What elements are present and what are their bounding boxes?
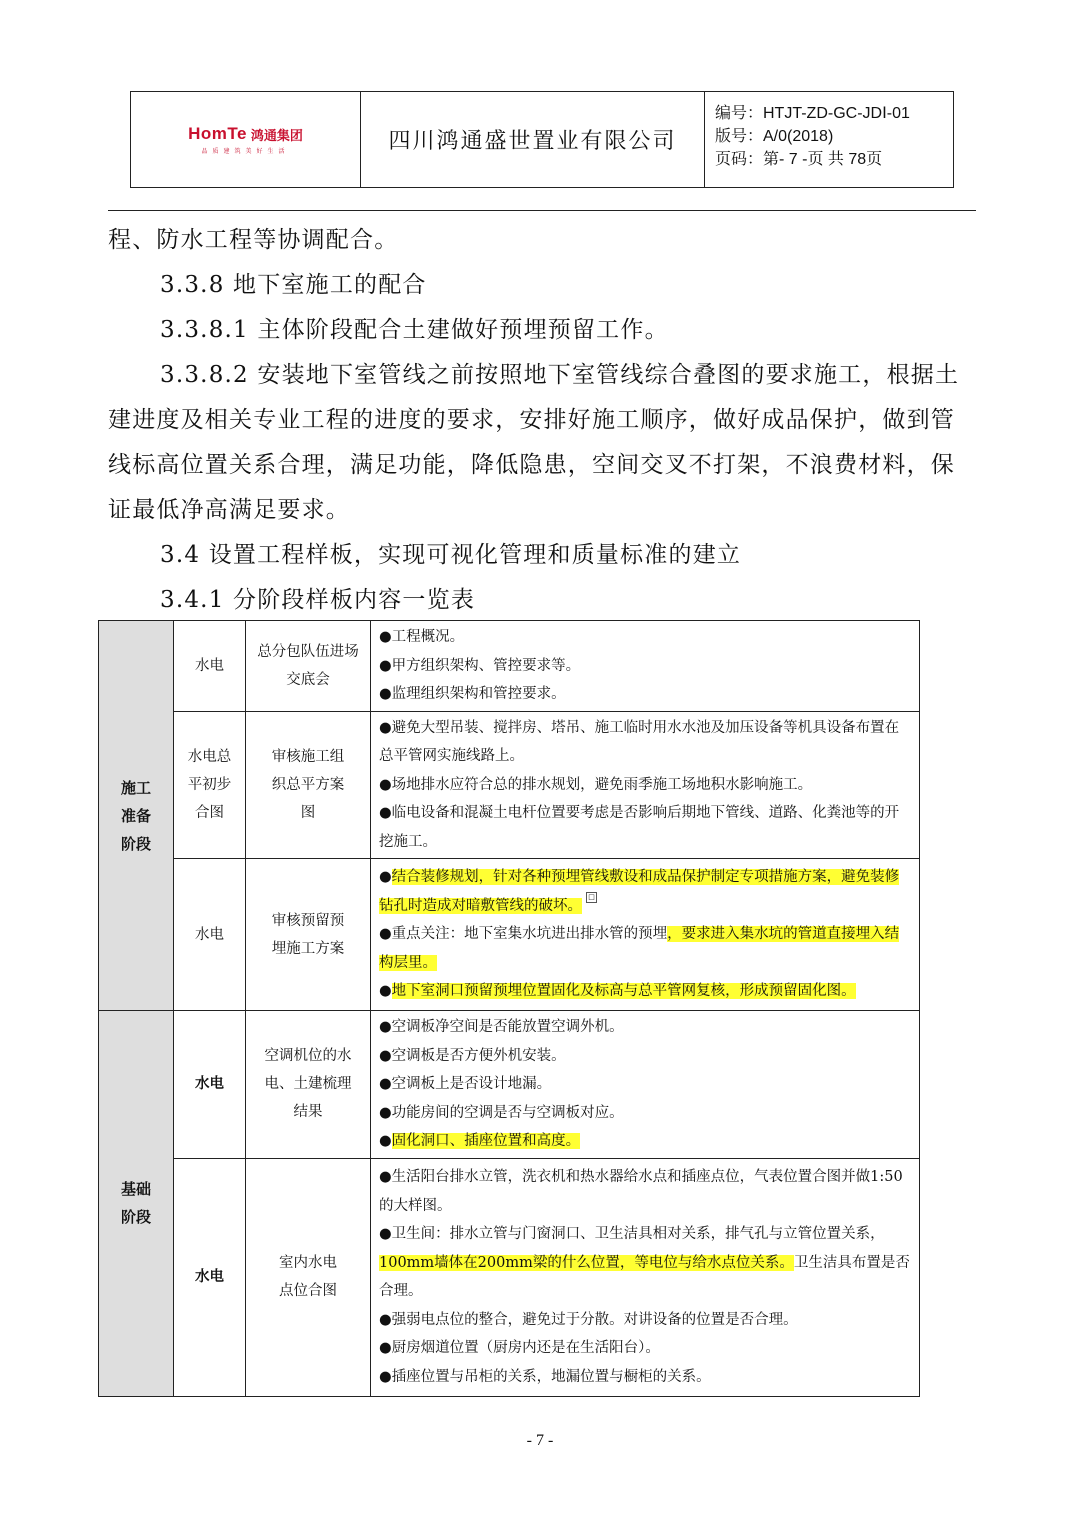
heading-3-3-8: 3.3.8 地下室施工的配合	[160, 272, 427, 298]
table-row	[99, 859, 920, 1011]
list-item: ●重点关注：地下室集水坑进出排水管的预埋，要求进入集水坑的管道直接埋入结构层里。	[379, 926, 900, 971]
list-item: ●空调板是否方便外机安装。	[379, 1047, 566, 1064]
major-cell: 水电	[174, 859, 246, 1011]
highlighted-text: 结合装修规划，针对各种预埋管线敷设和成品保护制定专项措施方案，避免装修钻孔时造成对暗敷管线的破坏。	[379, 869, 900, 914]
highlighted-text: 100mm墙体在200mm梁的什么位置，等电位与给水点位关系。	[379, 1254, 794, 1271]
table-row	[99, 1158, 920, 1396]
list-item: ●甲方组织架构、管控要求等。	[379, 657, 581, 674]
list-item: ●空调板净空间是否能放置空调外机。	[379, 1019, 624, 1035]
topic-cell: 空调机位的水电、土建梳理结果	[246, 1011, 371, 1159]
paragraph-continuation: 程、防水工程等协调配合。	[108, 227, 399, 253]
company-logo	[131, 92, 361, 187]
sample-content-table	[98, 620, 920, 1397]
content-cell	[371, 711, 920, 859]
content-cell	[371, 859, 920, 1011]
list-item: ●厨房烟道位置（厨房内还是在生活阳台）。	[379, 1340, 660, 1356]
highlighted-text: ，要求进入集水坑的管道直接埋入结构层里。	[379, 926, 900, 971]
content-cell	[371, 1158, 920, 1396]
list-item: ●避免大型吊装、搅拌房、塔吊、施工临时用水水池及加压设备等机具设备布置在总平管网实施线路上。	[379, 719, 900, 764]
content-cell	[371, 1011, 920, 1159]
highlighted-text: 固化洞口、插座位置和高度。	[391, 1133, 581, 1149]
list-item: ●强弱电点位的整合，避免过于分散。对讲设备的位置是否合理。	[379, 1311, 798, 1328]
list-item: ●固化洞口、插座位置和高度。	[379, 1133, 581, 1149]
list-item: ●监理组织架构和管控要求。	[379, 686, 566, 702]
header-rule	[108, 210, 976, 211]
page-number: - 7 -	[526, 1432, 554, 1449]
document-header	[130, 91, 954, 188]
list-item: ●空调板上是否设计地漏。	[379, 1076, 552, 1092]
paragraph-3-3-8-1: 3.3.8.1 主体阶段配合土建做好预埋预留工作。	[160, 317, 669, 343]
topic-cell: 审核施工组织总平方案图	[246, 711, 371, 859]
comment-icon: □	[586, 892, 597, 903]
paragraph-3-3-8-2: 3.3.8.2 安装地下室管线之前按照地下室管线综合叠图的要求施工，根据土建进度及相关专业工程的进度的要求，安排好施工顺序，做好成品保护，做到管线标高位置关系合理，满足功能，降低隐患，空间交叉不打架，不浪费材料，保证最低净高满足要求。	[108, 362, 960, 523]
major-cell: 水电	[174, 1158, 246, 1396]
heading-3-4: 3.4 设置工程样板，实现可视化管理和质量标准的建立	[160, 542, 742, 568]
list-item: ●生活阳台排水立管，洗衣机和热水器给水点和插座点位，气表位置合图并做1:50的大样图。	[379, 1169, 903, 1214]
document-code: 编号：HTJT-ZD-GC-JDⅠ-01	[715, 105, 910, 122]
stage-cell-prep: 施工准备阶段	[99, 621, 174, 1011]
stage-cell-foundation: 基础阶段	[99, 1011, 174, 1397]
list-item: ●地下室洞口预留预埋位置固化及标高与总平管网复核，形成预留固化图。	[379, 983, 856, 1000]
major-cell: 水电总平初步合图	[174, 711, 246, 859]
list-item: ●卫生间：排水立管与门窗洞口、卫生洁具相对关系，排气孔与立管位置关系，100mm墙体在200mm梁的什么位置，等电位与给水点位关系。卫生洁具布置是否合理。	[379, 1226, 910, 1299]
list-item: ●功能房间的空调是否与空调板对应。	[379, 1104, 624, 1121]
highlighted-text: 地下室洞口预留预埋位置固化及标高与总平管网复核，形成预留固化图。	[391, 983, 856, 1000]
logo-slogan: 品质建筑美好生活	[201, 149, 290, 155]
document-meta	[705, 92, 953, 187]
list-item: ●临电设备和混凝土电杆位置要考虑是否影响后期地下管线、道路、化粪池等的开挖施工。	[379, 805, 900, 850]
document-page: 页码：第- 7 -页 共 78页	[715, 151, 883, 168]
topic-cell: 审核预留预埋施工方案	[246, 859, 371, 1011]
list-item: ●插座位置与吊柜的关系，地漏位置与橱柜的关系。	[379, 1368, 711, 1385]
list-item: ●工程概况。	[379, 629, 465, 645]
logo-cn: 鸿通集团	[250, 127, 303, 143]
list-item: ●场地排水应符合总的排水规划，避免雨季施工场地积水影响施工。	[379, 776, 813, 793]
major-cell: 水电	[174, 1011, 246, 1159]
logo-brand: HomTe	[188, 124, 247, 143]
topic-cell: 总分包队伍进场交底会	[246, 621, 371, 712]
content-cell	[371, 621, 920, 712]
table-row	[99, 1011, 920, 1159]
heading-3-4-1: 3.4.1 分阶段样板内容一览表	[160, 587, 476, 613]
document-version: 版号：A/0(2018)	[715, 128, 834, 145]
table-row	[99, 711, 920, 859]
company-name: 四川鸿通盛世置业有限公司	[361, 92, 705, 187]
table-row	[99, 621, 920, 712]
topic-cell: 室内水电点位合图	[246, 1158, 371, 1396]
list-item: ●结合装修规划，针对各种预埋管线敷设和成品保护制定专项措施方案，避免装修钻孔时造成对暗敷管线的破坏。□	[379, 869, 900, 914]
major-cell: 水电	[174, 621, 246, 712]
